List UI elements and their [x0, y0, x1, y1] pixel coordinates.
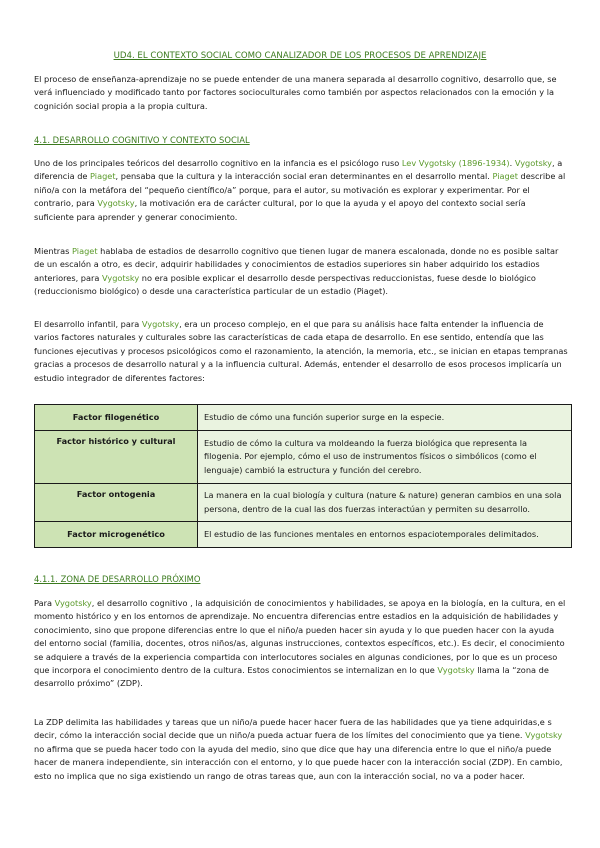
section-heading-4-1-1: 4.1.1. ZONA DE DESARROLLO PRÓXIMO [34, 574, 201, 584]
factor-description: Estudio de cómo la cultura va moldeando la fuerza biológica que representa la filogenia. Por ejemplo, cómo el uso de instrumentos físicos o simbólicos (como el lenguaje) cambió la estructura y función del cerebro. [198, 431, 572, 484]
intro-paragraph: El proceso de enseñanza-aprendizaje no se puede entender de una manera separada al desarrollo cognitivo, desarrollo que, se verá influenciado y modificado tanto por factores socioculturales como también por aspectos relacionados con la emoción y la cognición social propia a la propia cultura. [34, 74, 557, 111]
paragraph-vygotsky-piaget: Uno de los principales teóricos del desarrollo cognitivo en la infancia es el psicólogo ruso Lev Vygotsky (1896-1934). Vygotsky, a diferencia de Piaget, pensaba que la cultura y la interacción social eran determinantes en el desarrollo mental. Piaget describe al niño/a con la metáfora del “pequeño científico/a” porque, para el autor, su motivación es explorar y experimentar. Por el contrario, para Vygotsky, la motivación era de carácter cultural, por lo que la ayuda y el apoyo del contexto social sería suficiente para aprender y generar conocimiento. [34, 158, 566, 222]
factor-name: Factor ontogenia [35, 484, 198, 522]
author-name: Vygotsky [514, 158, 553, 168]
author-name: Vygotsky [54, 598, 92, 608]
paragraph-stages: Mientras Piaget hablaba de estadios de desarrollo cognitivo que tienen lugar de manera escalonada, donde no es posible saltar de un escalón a otro, es decir, adquirir habilidades y conocimientos de estadios superiores sin haber adquirido los estadios anteriores, para Vygotsky no era posible explicar el desarrollo desde perspectivas reduccionistas, fuese desde lo biológico (reduccionismo biológico) o desde una característica particular de un estadio (Piaget). [34, 246, 559, 297]
factor-description: El estudio de las funciones mentales en entornos espaciotemporales delimitados. [198, 522, 572, 548]
paragraph-zdp-definition: La ZDP delimita las habilidades y tareas que un niño/a puede hacer hacer fuera de las habilidades que ya tiene adquiridas,e s decir, cómo la interacción social decide que un niño/a pueda actuar fuera de los límites del conocimiento que ya tiene. Vygotsky no afirma que se pueda hacer todo con la ayuda del medio, sino que dice que hay una diferencia entre lo que el niño/a puede hacer de manera independiente, sin interacción con el entorno, y lo que puede hacer con la interacción social (ZDP). En cambio, esto no implica que no siga existiendo un rango de otras tareas que, aun con la interacción social, no va a poder hacer. [34, 717, 563, 781]
table-row [35, 431, 572, 484]
factor-description: Estudio de cómo una función superior surge en la especie. [198, 405, 572, 431]
table-row [35, 484, 572, 522]
factor-description: La manera en la cual biología y cultura (nature & nature) generan cambios en una sola persona, dentro de la cual las dos fuerzas interactúan y permiten su desarrollo. [198, 484, 572, 522]
author-name: Vygotsky [437, 665, 475, 676]
document-title: UD4. EL CONTEXTO SOCIAL COMO CANALIZADOR DE LOS PROCESOS DE APRENDIZAJE [113, 51, 487, 61]
author-name: Vygotsky [102, 272, 140, 283]
factors-table [34, 404, 572, 548]
factor-name: Factor microgenético [35, 522, 198, 548]
table-row [35, 522, 572, 548]
author-name: Piaget [90, 171, 116, 182]
author-name: Piaget [492, 171, 518, 182]
paragraph-zdp-intro: Para Vygotsky, el desarrollo cognitivo , la adquisición de conocimientos y habilidades, se apoya en la biología, en la cultura, en el momento histórico y en los entornos de aprendizaje. No encuentra diferencias entre estadios en la adquisición de habilidades y conocimiento, sino que propone diferencias entre lo que el niño/a pueden hacer sin ayuda y lo que pueden hacer con la ayuda del entorno social (familia, docentes, otros niños/as, algunas instrucciones, contextos específicos, etc.). Es decir, el conocimiento se adquiere a través de la experiencia compartida con interlocutores sociales en algunas condiciones, por lo que es un proceso que incorpora el conocimiento dentro de la cultura. Estos conocimientos se internalizan en lo que Vygotsky llama la “zona de desarrollo próximo” (ZDP). [34, 598, 566, 689]
author-name: Vygotsky [97, 198, 135, 209]
factor-name: Factor histórico y cultural [35, 431, 198, 484]
author-name: Vygotsky [525, 730, 563, 741]
section-heading-4-1: 4.1. DESARROLLO COGNITIVO Y CONTEXTO SOCIAL [34, 135, 250, 145]
table-row [35, 405, 572, 431]
author-name: Piaget [72, 246, 98, 256]
author-name: Lev Vygotsky (1896-1934) [401, 158, 510, 168]
author-name: Vygotsky [141, 319, 180, 329]
paragraph-child-development: El desarrollo infantil, para Vygotsky, era un proceso complejo, en el que para su análisis hace falta entender la influencia de varios factores naturales y culturales sobre las características de cada etapa de desarrollo. En ese sentido, entendía que las funciones ejecutivas y procesos psicológicos como el razonamiento, la atención, la memoria, etc., se inician en etapas tempranas gracias a procesos de desarrollo natural y a la influencia cultural. Además, entender el desarrollo de esos procesos implicaría un estudio integrador de diferentes factores: [34, 319, 568, 383]
factor-name: Factor filogenético [35, 405, 198, 431]
